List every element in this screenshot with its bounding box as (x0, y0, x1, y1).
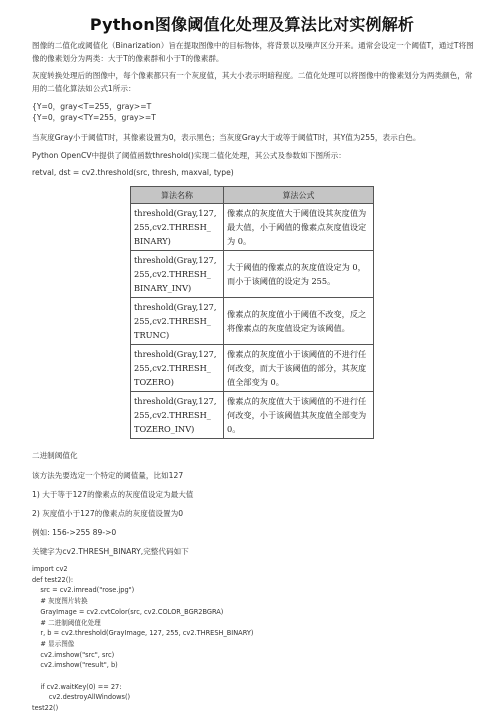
document-title: Python图像阈值化处理及算法比对实例解析 (89, 15, 415, 34)
algorithm-formula-cell: 大于阈值的像素点的灰度值设定为 0，而小于该阈值的设定为 255。 (224, 251, 374, 298)
code-line (32, 671, 472, 682)
code-line: cv2.imshow("result", b) (32, 661, 118, 670)
code-line: cv2.imshow("src", src) (32, 650, 115, 659)
table-row (131, 204, 374, 251)
header-algorithm-formula: 算法公式 (224, 187, 374, 204)
algorithm-formula-cell: 像素点的灰度值大于阈值设其灰度值为最大值，小于阈值的像素点灰度值设定为 0。 (224, 204, 374, 251)
example-line: 例如: 156->255 89->0 (32, 528, 117, 537)
table-header-row (131, 187, 374, 204)
code-line: def test22(): (32, 575, 74, 584)
method-description: 该方法先要选定一个特定的阈值量，比如127 (32, 471, 184, 480)
code-block (32, 564, 472, 714)
formula-line-2: {Y=0，gray<TY=255，gray>=T (32, 113, 156, 122)
keyword-line: 关键字为cv2.THRESH_BINARY,完整代码如下 (32, 547, 189, 556)
rule-1: 1) 大于等于127的像素点的灰度值设定为最大值 (32, 490, 194, 499)
threshold-algorithm-table (130, 186, 374, 439)
formula-line-1: {Y=0，gray<T=255，gray>=T (32, 102, 152, 111)
algorithm-name-cell: threshold(Gray,127, 255,cv2.THRESH_ TRUNC) (131, 298, 224, 345)
code-line: test22() (32, 704, 59, 713)
table-row (131, 298, 374, 345)
algorithm-name-cell: threshold(Gray,127, 255,cv2.THRESH_ BINARY_INV) (131, 251, 224, 298)
algorithm-formula-cell: 像素点的灰度值大于该阈值的不进行任何改变，小于该阈值其灰度值全部变为 0。 (224, 392, 374, 439)
header-algorithm-name: 算法名称 (131, 187, 224, 204)
code-line: # 二进制阈值化处理 (32, 618, 101, 627)
formula-explain: 当灰度Gray小于阈值T时，其像素设置为0，表示黑色；当灰度Gray大于或等于阈值T时，其Y值为255，表示白色。 (32, 133, 421, 142)
opencv-intro: Python OpenCV中提供了阈值函数threshold()实现二值化处理，其公式及参数如下图所示： (32, 151, 346, 160)
algorithm-formula-cell: 像素点的灰度值小于阈值不改变，反之将像素点的灰度值设定为该阈值。 (224, 298, 374, 345)
table-row (131, 392, 374, 439)
code-line: cv2.destroyAllWindows() (32, 693, 131, 702)
rule-2: 2) 灰度值小于127的像素点的灰度值设置为0 (32, 509, 184, 518)
intro-paragraph: 图像的二值化或阈值化（Binarization）旨在提取图像中的目标物体，将背景以及噪声区分开来。通常会设定一个阈值T，通过T将图像的像素划分为两类：大于T的像素群和小于T的像素群。 (32, 41, 474, 63)
retval-line: retval, dst = cv2.threshold(src, thresh, maxval, type) (32, 168, 234, 177)
section-heading-binary: 二进制阈值化 (32, 451, 78, 460)
algorithm-name-cell: threshold(Gray,127, 255,cv2.THRESH_ TOZERO_INV) (131, 392, 224, 439)
table-row (131, 251, 374, 298)
code-line: GrayImage = cv2.cvtColor(src, cv2.COLOR_BGR2BGRA) (32, 607, 224, 616)
code-line: # 灰度图片转换 (32, 597, 88, 606)
code-line: r, b = cv2.threshold(GrayImage, 127, 255, cv2.THRESH_BINARY) (32, 629, 254, 638)
algorithm-name-cell: threshold(Gray,127, 255,cv2.THRESH_ BINARY) (131, 204, 224, 251)
algorithm-name-cell: threshold(Gray,127, 255,cv2.THRESH_ TOZERO) (131, 345, 224, 392)
table-row (131, 345, 374, 392)
code-line: import cv2 (32, 565, 68, 573)
code-line: # 显示图像 (32, 639, 75, 648)
gray-explain-paragraph: 灰度转换处理后的图像中，每个像素都只有一个灰度值，其大小表示明暗程度。二值化处理可以将图像中的像素划分为两类颜色，常用的二值化算法如公式1所示： (32, 71, 473, 93)
code-line: if cv2.waitKey(0) == 27: (32, 682, 122, 691)
code-line: src = cv2.imread("rose.jpg") (32, 586, 135, 595)
algorithm-formula-cell: 像素点的灰度值小于该阈值的不进行任何改变，而大于该阈值的部分，其灰度值全部变为 0。 (224, 345, 374, 392)
